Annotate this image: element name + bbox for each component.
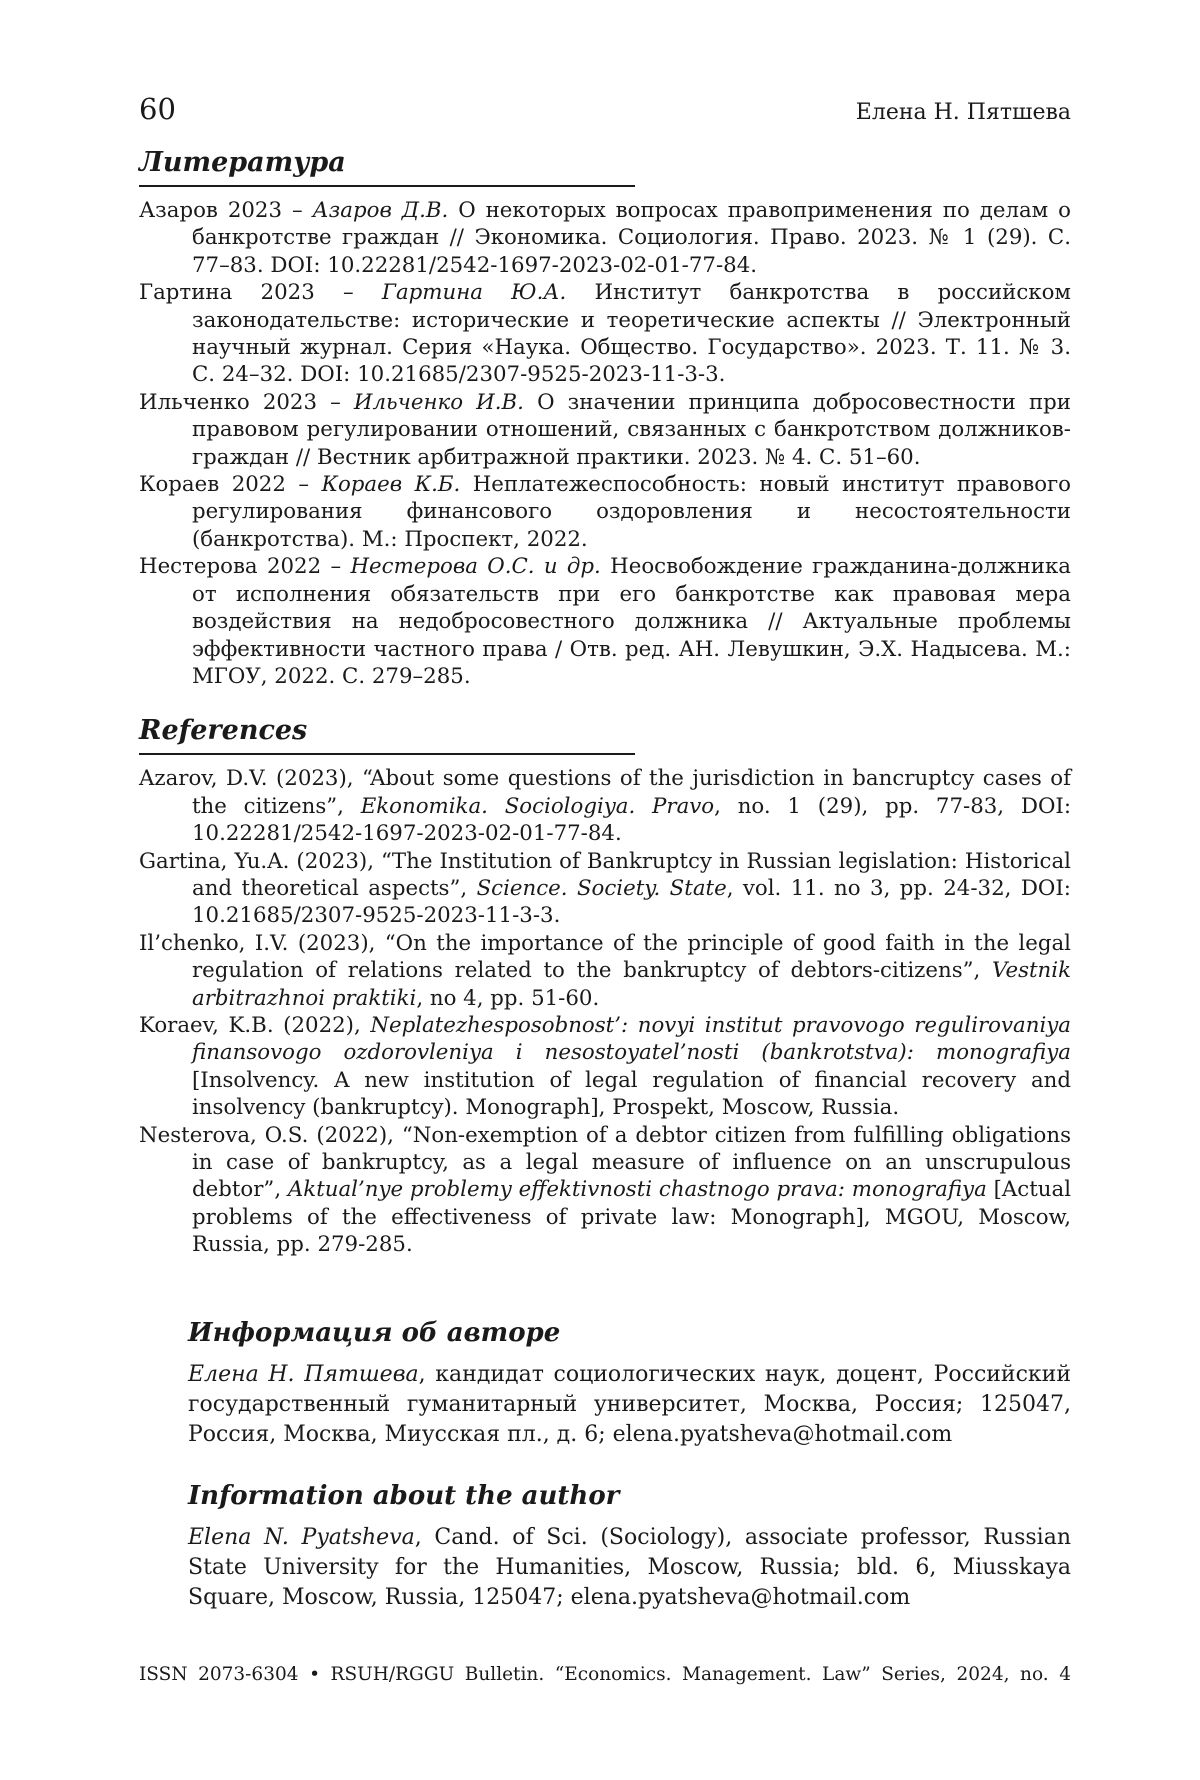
literature-item: Азаров 2023 – Азаров Д.В. О некоторых вопросах правоприменения по делам о банкротстве граждан // Экономика. Социология. Право. 2023. № 1 (29). С. 77–83. DOI: 10.22281/2542-1697-2023-02-01-77-84. (139, 197, 1071, 279)
references-title: References (139, 714, 1071, 753)
author-info-ru (188, 1316, 1071, 1450)
author-info-en (188, 1479, 1071, 1613)
running-head (139, 92, 1071, 136)
reference-item: Il’chenko, I.V. (2023), “On the importance of the principle of good faith in the legal regulation of relations related to the bankruptcy of debtors-citizens”, Vestnik arbitrazhnoi praktiki, no 4, pp. 51-60. (139, 930, 1071, 1012)
reference-item: Nesterova, O.S. (2022), “Non-exemption of a debtor citizen from fulfilling obligations in case of bankruptcy, as a legal measure of influence on an unscrupulous debtor”, Aktual’nye problemy effektivnosti chastnogo prava: monografiya [Actual problems of the effectiveness of private law: Monograph], MGOU, Moscow, Russia, pp. 279-285. (139, 1122, 1071, 1259)
page-number: 60 (139, 92, 176, 126)
literature-item: Ильченко 2023 – Ильченко И.В. О значении принципа добросовестности при правовом регулировании отношений, связанных с банкротством должников-граждан // Вестник арбитражной практики. 2023. № 4. С. 51–60. (139, 389, 1071, 471)
page-body (139, 92, 1071, 1259)
running-head-author: Елена Н. Пятшева (856, 100, 1071, 125)
literature-rule (139, 185, 635, 187)
references-rule (139, 753, 635, 755)
author-info-ru-text: Елена Н. Пятшева, кандидат социологических наук, доцент, Российский государственный гуманитарный университет, Москва, Россия; 125047, Россия, Москва, Миусская пл., д. 6; elena.pyatsheva@hotmail.com (188, 1360, 1071, 1450)
references-list (139, 765, 1071, 1258)
author-info-en-heading: Information about the author (188, 1479, 1071, 1513)
journal-footer: ISSN 2073-6304 • RSUH/RGGU Bulletin. “Economics. Management. Law” Series, 2024, no. 4 (139, 1664, 1071, 1685)
literature-item: Нестерова 2022 – Нестерова О.С. и др. Неосвобождение гражданина-должника от исполнения обязательств при его банкротстве как правовая мера воздействия на недобросовестного должника // Актуальные проблемы эффективности частного права / Отв. ред. АН. Левушкин, Э.Х. Надысева. М.: МГОУ, 2022. С. 279–285. (139, 553, 1071, 690)
literature-section (139, 146, 1071, 690)
author-name-ru: Елена Н. Пятшева (188, 1362, 419, 1387)
literature-title: Литература (139, 146, 1071, 185)
literature-list (139, 197, 1071, 690)
author-info-ru-heading: Информация об авторе (188, 1316, 1071, 1350)
literature-item: Кораев 2022 – Кораев К.Б. Неплатежеспособность: новый институт правового регулирования финансового оздоровления и несостоятельности (банкротства). М.: Проспект, 2022. (139, 471, 1071, 553)
reference-item: Azarov, D.V. (2023), “About some questions of the jurisdiction in bancruptcy cases of the citizens”, Ekonomika. Sociologiya. Pravo, no. 1 (29), pp. 77-83, DOI: 10.22281/2542-1697-2023-02-01-77-84. (139, 765, 1071, 847)
author-info-en-text: Elena N. Pyatsheva, Cand. of Sci. (Sociology), associate professor, Russian State University for the Humanities, Moscow, Russia; bld. 6, Miusskaya Square, Moscow, Russia, 125047; elena.pyatsheva@hotmail.com (188, 1523, 1071, 1613)
reference-item: Gartina, Yu.A. (2023), “The Institution of Bankruptcy in Russian legislation: Historical and theoretical aspects”, Science. Society. State, vol. 11. no 3, pp. 24-32, DOI: 10.21685/2307-9525-2023-11-3-3. (139, 848, 1071, 930)
literature-item: Гартина 2023 – Гартина Ю.А. Институт банкротства в российском законодательстве: исторические и теоретические аспекты // Электронный научный журнал. Серия «Наука. Общество. Государство». 2023. Т. 11. № 3. С. 24–32. DOI: 10.21685/2307-9525-2023-11-3-3. (139, 279, 1071, 389)
reference-item: Koraev, K.B. (2022), Neplatezhesposobnost’: novyi institut pravovogo regulirovaniya finansovogo ozdorovleniya i nesostoyatel’nosti (bankrotstva): monografiya [Insolvency. A new institution of legal regulation of financial recovery and insolvency (bankruptcy). Monograph], Prospekt, Moscow, Russia. (139, 1012, 1071, 1122)
author-name-en: Elena N. Pyatsheva (188, 1525, 415, 1550)
references-section (139, 714, 1071, 1258)
